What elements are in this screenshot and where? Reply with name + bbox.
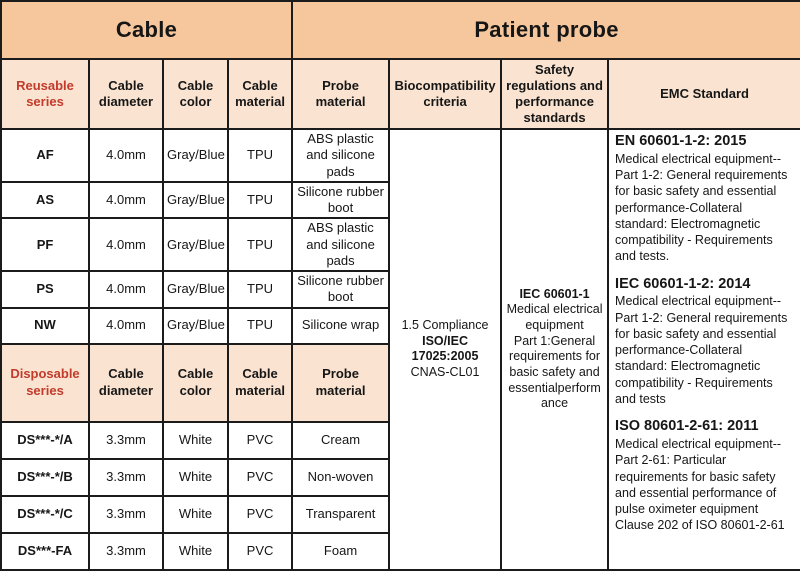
- header-emc-standard: EMC Standard: [608, 59, 800, 129]
- header-cable-color: Cable color: [163, 59, 228, 129]
- cell-biocompatibility: [389, 129, 501, 570]
- emc-block-line1: Medical electrical equipment--: [615, 294, 782, 309]
- cell-probe-material: Silicone wrap: [292, 308, 389, 344]
- biocompatibility-line1: 1.5 Compliance: [401, 318, 489, 332]
- cell-material: TPU: [228, 308, 292, 344]
- cell-series: PS: [1, 271, 89, 308]
- cell-probe-material: Transparent: [292, 496, 389, 533]
- group-header-patient-probe: Patient probe: [292, 1, 800, 59]
- cell-color: Gray/Blue: [163, 271, 228, 308]
- emc-block-title: IEC 60601-1-2: 2014: [615, 275, 751, 292]
- cell-series: AF: [1, 129, 89, 182]
- cell-series: NW: [1, 308, 89, 344]
- header-disposable-series: Disposable series: [1, 344, 89, 422]
- cell-diameter: 4.0mm: [89, 182, 163, 219]
- header-cable-material: Cable material: [228, 59, 292, 129]
- cell-probe-material: Silicone rubber boot: [292, 271, 389, 308]
- cell-probe-material: ABS plastic and silicone pads: [292, 129, 389, 182]
- emc-block-body: Part 1-2: General requirements for basic safety and essential performance-Collateral standard: Electromagnetic compatibility - Requirements and tests.: [615, 168, 788, 264]
- cell-series: DS***-*/C: [1, 496, 89, 533]
- emc-block-body: Part 2-61: Particular requirements for basic safety and essential performance of pulse oximeter equipment: [615, 453, 777, 517]
- header-safety-regulations: Safety regulations and performance standards: [501, 59, 608, 129]
- cell-color: White: [163, 422, 228, 459]
- cell-safety-regulations: [501, 129, 608, 570]
- header-probe-material: Probe material: [292, 59, 389, 129]
- group-header-cable: Cable: [1, 1, 292, 59]
- cell-color: Gray/Blue: [163, 218, 228, 271]
- cell-diameter: 3.3mm: [89, 422, 163, 459]
- safety-line2: Medical electrical equipment: [506, 302, 603, 332]
- cell-series: PF: [1, 218, 89, 271]
- cell-material: TPU: [228, 218, 292, 271]
- cell-material: TPU: [228, 129, 292, 182]
- emc-block-iec60601: [615, 275, 796, 408]
- cell-color: White: [163, 496, 228, 533]
- header-biocompatibility: Biocompatibility criteria: [389, 59, 501, 129]
- header-cable-material: Cable material: [228, 344, 292, 422]
- biocompatibility-standard: ISO/IEC 17025:2005: [411, 333, 479, 364]
- cell-material: PVC: [228, 422, 292, 459]
- cell-diameter: 3.3mm: [89, 496, 163, 533]
- cell-diameter: 4.0mm: [89, 129, 163, 182]
- cell-probe-material: Cream: [292, 422, 389, 459]
- header-reusable-series: Reusable series: [1, 59, 89, 129]
- cell-series: DS***-*/A: [1, 422, 89, 459]
- header-cable-diameter: Cable diameter: [89, 59, 163, 129]
- emc-block-title: ISO 80601-2-61: 2011: [615, 418, 759, 435]
- cell-emc-standard: [608, 129, 800, 570]
- column-header-row-reusable: [1, 59, 800, 129]
- emc-block-line1: Medical electrical equipment--: [615, 151, 782, 166]
- biocompatibility-line3: CNAS-CL01: [410, 364, 480, 379]
- cell-probe-material: Foam: [292, 533, 389, 570]
- table-row-af: [1, 129, 800, 182]
- emc-block-iso80601: [615, 417, 796, 533]
- group-header-row: [1, 1, 800, 59]
- cell-color: Gray/Blue: [163, 182, 228, 219]
- cell-diameter: 4.0mm: [89, 308, 163, 344]
- cell-diameter: 3.3mm: [89, 533, 163, 570]
- cell-series: DS***-FA: [1, 533, 89, 570]
- emc-block-en60601: [615, 132, 796, 265]
- cell-series: DS***-*/B: [1, 459, 89, 496]
- cell-color: Gray/Blue: [163, 308, 228, 344]
- cell-diameter: 3.3mm: [89, 459, 163, 496]
- safety-line3: Part 1:General requirements for basic safety and essentialperformance: [508, 333, 601, 411]
- cell-diameter: 4.0mm: [89, 271, 163, 308]
- safety-standard: IEC 60601-1: [519, 286, 590, 301]
- cell-color: White: [163, 459, 228, 496]
- header-cable-color: Cable color: [163, 344, 228, 422]
- cell-material: PVC: [228, 496, 292, 533]
- cell-probe-material: Silicone rubber boot: [292, 182, 389, 219]
- cell-color: Gray/Blue: [163, 129, 228, 182]
- cell-material: PVC: [228, 533, 292, 570]
- cell-material: TPU: [228, 182, 292, 219]
- cell-material: TPU: [228, 271, 292, 308]
- emc-block-body: Part 1-2: General requirements for basic safety and essential performance-Collateral standard: Electromagnetic compatibility - Requirements and tests: [615, 310, 788, 406]
- cell-probe-material: ABS plastic and silicone pads: [292, 218, 389, 271]
- emc-block-title: EN 60601-1-2: 2015: [615, 133, 747, 149]
- cell-probe-material: Non-woven: [292, 459, 389, 496]
- cell-series: AS: [1, 182, 89, 219]
- emc-block-footer: Clause 202 of ISO 80601-2-61: [615, 518, 785, 533]
- cell-color: White: [163, 533, 228, 570]
- cell-diameter: 4.0mm: [89, 218, 163, 271]
- cell-material: PVC: [228, 459, 292, 496]
- header-probe-material: Probe material: [292, 344, 389, 422]
- emc-block-line1: Medical electrical equipment--: [615, 437, 782, 452]
- header-cable-diameter: Cable diameter: [89, 344, 163, 422]
